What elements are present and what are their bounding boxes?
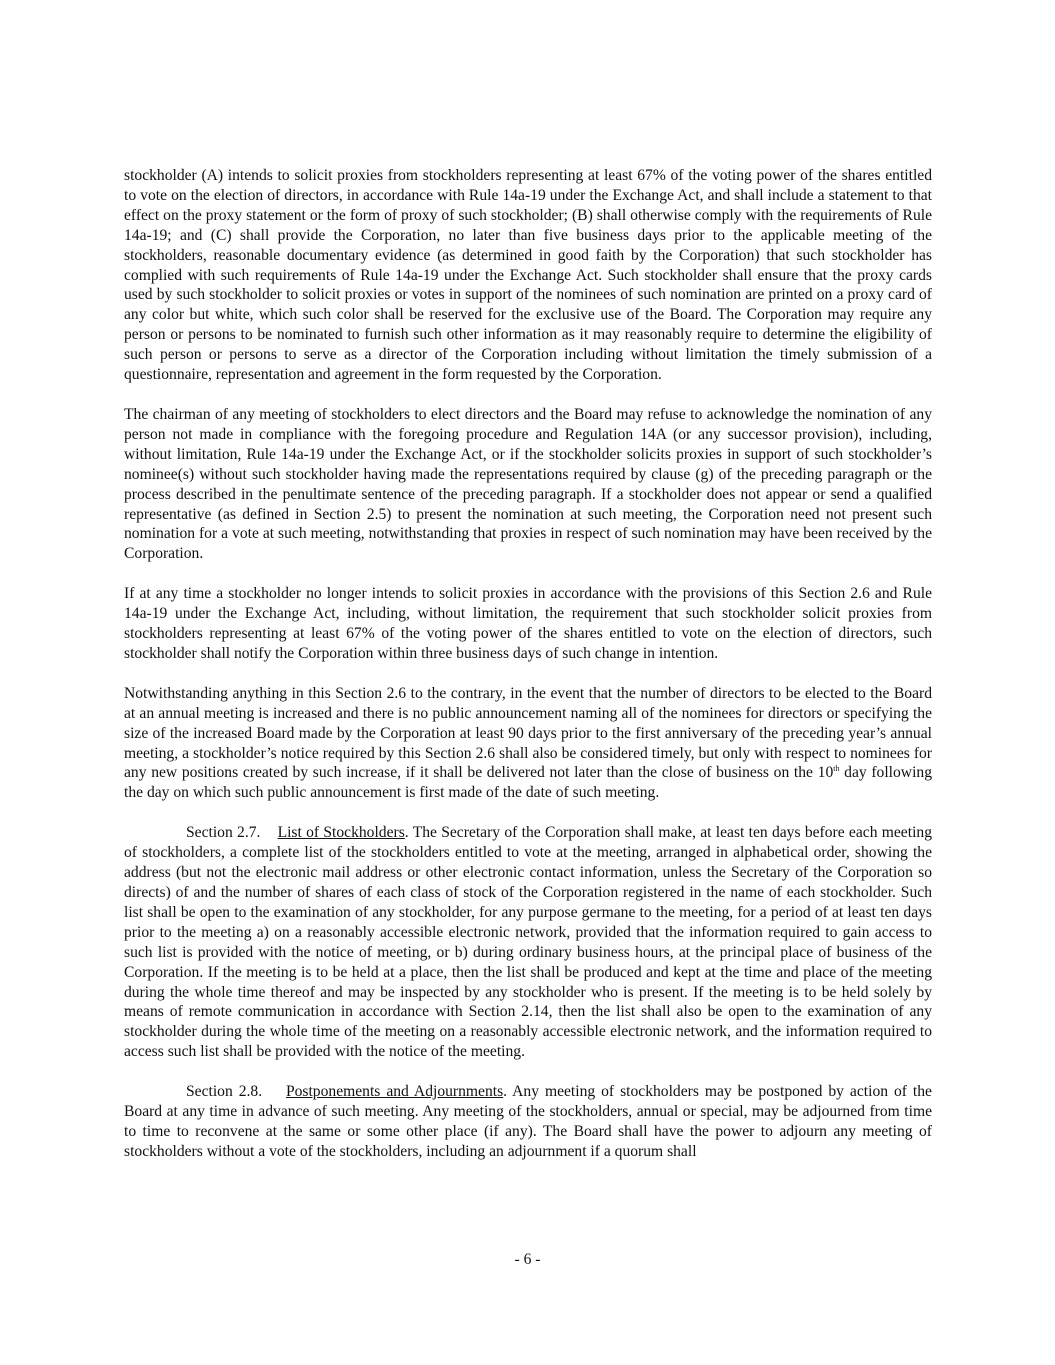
section-2-7-number: Section 2.7. [186, 824, 261, 842]
paragraph-board-increase-text-end: day following the day on which such public announcement is first made of the date of such meeting. [124, 764, 932, 802]
paragraph-proxy-solicitation: stockholder (A) intends to solicit proxies from stockholders representing at least 67% of the voting power of the shares entitled to vote on the election of directors, in accordance with Rule 14a-19 under the Exchange Act, and shall include a statement to that effect on the proxy statement or the form of proxy of such stockholder; (B) shall otherwise comply with the requirements of Rule 14a-19; and (C) shall provide the Corporation, no later than five business days prior to the applicable meeting of the stockholders, reasonable documentary evidence (as determined in good faith by the Corporation) that such stockholder has complied with such requirements of Rule 14a-19 under the Exchange Act. Such stockholder shall ensure that the proxy cards used by such stockholder to solicit proxies or votes in support of the nominees of such nomination are printed on a proxy card of any color but white, which such color shall be reserved for the exclusive use of the Board. The Corporation may require any person or persons to be nominated to furnish such other information as it may reasonably require to determine the eligibility of such person or persons to serve as a director of the Corporation including without limitation the timely submission of a questionnaire, representation and agreement in the form requested by the Corporation. [124, 167, 932, 384]
section-2-7-heading: List of Stockholders [277, 824, 405, 842]
paragraph-nomination-refusal: The chairman of any meeting of stockholders to elect directors and the Board may refuse to acknowledge the nomination of any person not made in compliance with the foregoing procedure and Regulation 14A (or any successor provision), including, without limitation, Rule 14a-19 under the Exchange Act, or if the stockholder solicits proxies in support of such stockholder’s nominee(s) without such stockholder having made the representations required by clause (g) of the preceding paragraph or the process described in the penultimate sentence of the preceding paragraph. If a stockholder does not appear or send a qualified representative (as defined in Section 2.5) to present the nomination at such meeting, the Corporation need not present such nomination for a vote at such meeting, notwithstanding that proxies in respect of such nomination may have been received by the Corporation. [124, 405, 932, 563]
paragraph-board-increase-text: Notwithstanding anything in this Section 2.6 to the contrary, in the event that the number of directors to be elected to the Board at an annual meeting is increased and there is no public announcement naming all of the nominees for directors or specifying the size of the increased Board made by the Corporation at least 90 days prior to the first anniversary of the preceding year’s annual meeting, a stockholder’s notice required by this Section 2.6 shall also be considered timely, but only with respect to nominees for any new positions created by such increase, if it shall be delivered not later than the close of business on the 10 [124, 684, 932, 782]
ordinal-suffix: th [833, 764, 840, 774]
paragraph-board-increase [124, 684, 932, 803]
paragraph-solicitation-change: If at any time a stockholder no longer intends to solicit proxies in accordance with the provisions of this Section 2.6 and Rule 14a-19 under the Exchange Act, including, without limitation, the requirement that such stockholder solicit proxies from stockholders representing at least 67% of the voting power of the shares entitled to vote on the election of directors, such stockholder shall notify the Corporation within three business days of such change in intention. [124, 585, 932, 662]
document-page [124, 166, 932, 1182]
section-2-8 [124, 1082, 932, 1162]
section-2-8-heading: Postponements and Adjournments [285, 1083, 504, 1101]
section-2-8-number: Section 2.8. [186, 1083, 263, 1101]
section-2-7-body: . The Secretary of the Corporation shall make, at least ten days before each meeting of stockholders, a complete list of the stockholders entitled to vote at the meeting, arranged in alphabetical order, showing the address (but not the electronic mail address or other electronic contact information, unless the Secretary of the Corporation so directs) of and the number of shares of each class of stock of the Corporation registered in the name of each stockholder. Such list shall be open to the examination of any stockholder, for any purpose germane to the meeting, for a period of at least ten days prior to the meeting a) on a reasonably accessible electronic network, provided that the information required to gain access to such list is provided with the notice of meeting, or b) during ordinary business hours, at the principal place of business of the Corporation. If the meeting is to be held at a place, then the list shall be produced and kept at the time and place of the meeting during the whole time thereof and may be inspected by any stockholder who is present. If the meeting is to be held solely by means of remote communication in accordance with Section 2.14, then the list shall also be open to the examination of any stockholder during the whole time of the meeting on a reasonably accessible electronic network, and the information required to access such list shall be provided with the notice of the meeting. [124, 824, 932, 1061]
section-2-7 [124, 823, 932, 1062]
section-2-8-body: . Any meeting of stockholders may be postponed by action of the Board at any time in advance of such meeting. Any meeting of the stockholders, annual or special, may be adjourned from time to time to reconvene at the same or some other place (if any). The Board shall have the power to adjourn any meeting of stockholders without a vote of the stockholders, including an adjournment if a quorum shall [124, 1083, 932, 1160]
page-number: - 6 - [514, 1251, 541, 1268]
